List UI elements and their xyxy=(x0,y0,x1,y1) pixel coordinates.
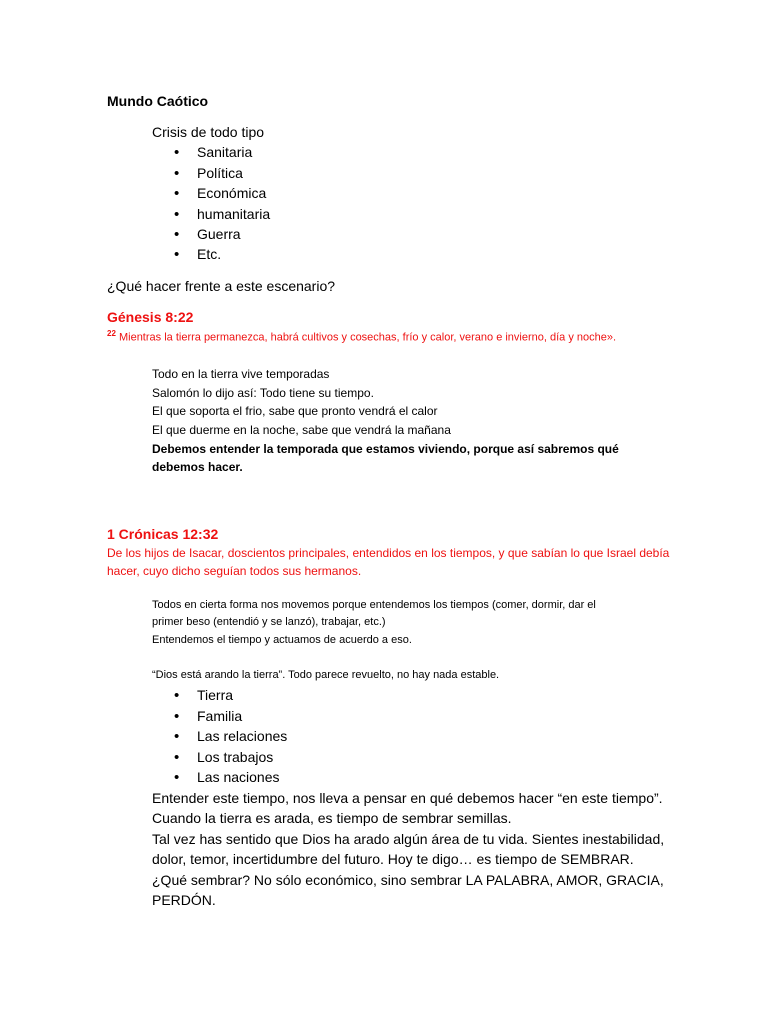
crisis-item: Política xyxy=(197,165,243,181)
crisis-item: Económica xyxy=(197,185,267,201)
round-bullet-icon: • xyxy=(174,246,180,263)
round-bullet-icon: • xyxy=(174,728,180,745)
genesis-key-point-line2: debemos hacer. xyxy=(152,460,243,474)
closing-point-line2: PERDÓN. xyxy=(152,892,216,908)
genesis-verse xyxy=(107,330,616,344)
crisis-heading: Crisis de todo tipo xyxy=(152,124,265,140)
plowed-item: Familia xyxy=(197,708,243,724)
round-bullet-icon: • xyxy=(174,708,180,725)
genesis-verse-text: Mientras la tierra permanezca, habrá cultivos y cosechas, frío y calor, verano e invierno, día y noche». xyxy=(118,331,617,344)
round-bullet-icon: • xyxy=(174,769,180,786)
round-bullet-icon: • xyxy=(174,206,180,223)
genesis-reference: Génesis 8:22 xyxy=(107,309,194,325)
plowed-item: Las relaciones xyxy=(197,728,288,744)
crisis-item: Guerra xyxy=(197,226,241,242)
closing-point-line2: dolor, temor, incertidumbre del futuro. Hoy te digo… es tiempo de SEMBRAR. xyxy=(152,851,634,867)
genesis-key-point-line1: Debemos entender la temporada que estamos viviendo, porque así sabremos qué xyxy=(152,442,619,456)
cronicas-point-line2: primer beso (entendió y se lanzó), trabajar, etc.) xyxy=(152,616,386,628)
plowed-item: Las naciones xyxy=(197,769,280,785)
closing-point: Entender este tiempo, nos lleva a pensar en qué debemos hacer “en este tiempo”. xyxy=(152,790,663,806)
round-bullet-icon: • xyxy=(174,165,180,182)
round-bullet-icon: • xyxy=(174,144,180,161)
cronicas-reference: 1 Crónicas 12:32 xyxy=(107,526,219,542)
cronicas-point: Entendemos el tiempo y actuamos de acuerdo a eso. xyxy=(152,634,412,646)
closing-point-line1: Tal vez has sentido que Dios ha arado algún área de tu vida. Sientes inestabilidad, xyxy=(152,831,665,847)
closing-point: Cuando la tierra es arada, es tiempo de sembrar semillas. xyxy=(152,810,512,826)
genesis-point: Todo en la tierra vive temporadas xyxy=(152,367,330,381)
cronicas-point-line1: Todos en cierta forma nos movemos porque entendemos los tiempos (comer, dormir, dar el xyxy=(152,599,596,611)
round-bullet-icon: • xyxy=(174,687,180,704)
plowed-item: Tierra xyxy=(197,687,234,703)
question-text: ¿Qué hacer frente a este escenario? xyxy=(107,278,336,294)
cronicas-verse-line1: De los hijos de Isacar, doscientos principales, entendidos en los tiempos, y que sabían lo que Israel debía xyxy=(107,546,670,560)
cronicas-verse-line2: hacer, cuyo dicho seguían todos sus hermanos. xyxy=(107,564,362,578)
round-bullet-icon: • xyxy=(174,185,180,202)
round-bullet-icon: • xyxy=(174,749,180,766)
crisis-item: Etc. xyxy=(197,246,222,262)
verse-number: 22 xyxy=(107,329,116,338)
closing-point-line1: ¿Qué sembrar? No sólo económico, sino sembrar LA PALABRA, AMOR, GRACIA, xyxy=(152,872,664,888)
genesis-point: El que duerme en la noche, sabe que vendrá la mañana xyxy=(152,423,451,437)
genesis-point: Salomón lo dijo así: Todo tiene su tiempo. xyxy=(152,386,374,400)
cronicas-point: “Dios está arando la tierra”. Todo parece revuelto, no hay nada estable. xyxy=(152,669,500,681)
genesis-point: El que soporta el frio, sabe que pronto vendrá el calor xyxy=(152,404,438,418)
round-bullet-icon: • xyxy=(174,226,180,243)
crisis-item: humanitaria xyxy=(197,206,271,222)
page-title: Mundo Caótico xyxy=(107,93,209,109)
crisis-item: Sanitaria xyxy=(197,144,253,160)
plowed-item: Los trabajos xyxy=(197,749,274,765)
